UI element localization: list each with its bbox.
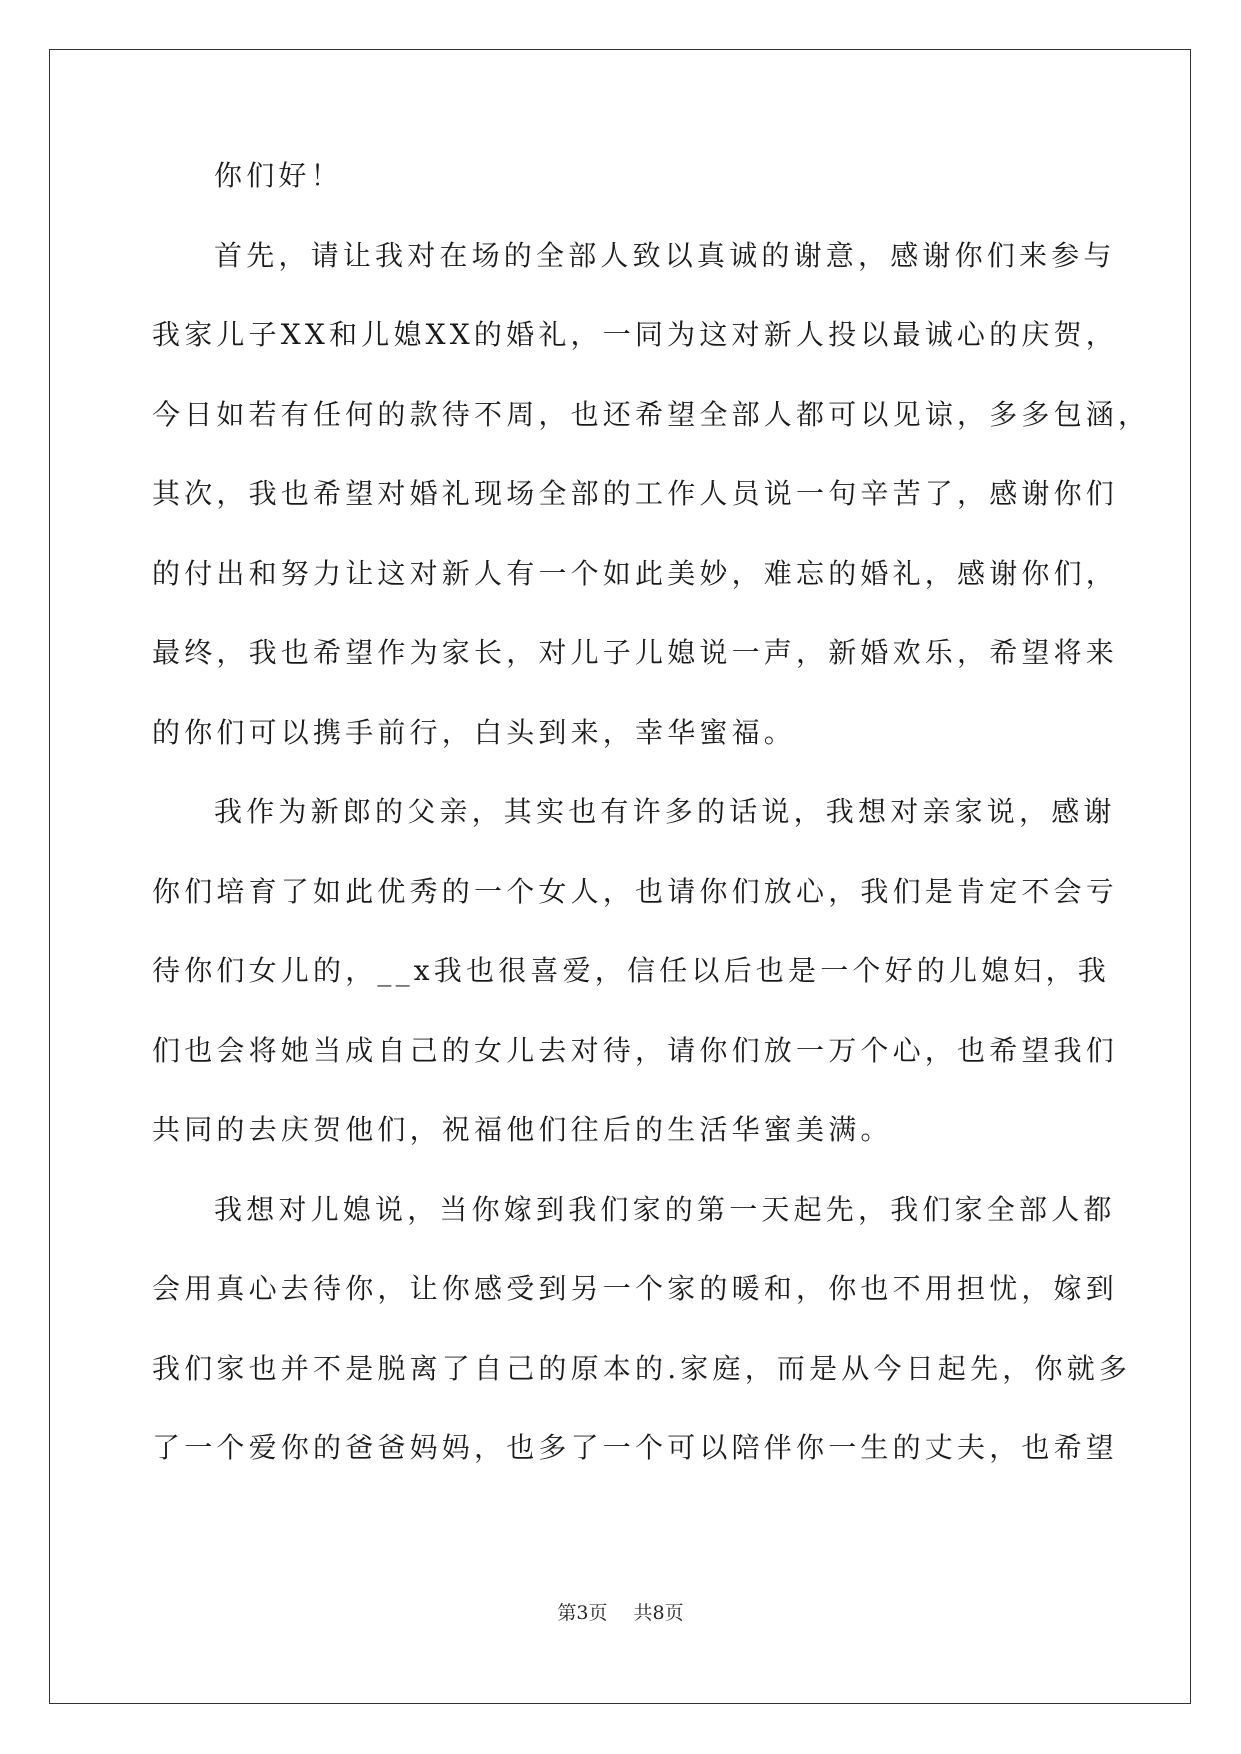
- text-line: 最终，我也希望作为家长，对儿子儿媳说一声，新婚欢乐，希望将来: [152, 636, 1119, 669]
- document-body: [152, 156, 1151, 1508]
- text-line: 我作为新郎的父亲，其实也有许多的话说，我想对亲家说，感谢: [214, 795, 1116, 828]
- text-line: 我们家也并不是脱离了自己的原本的.家庭，而是从今日起先，你就多: [152, 1351, 1132, 1385]
- text-line: 我想对儿媳说，当你嫁到我们家的第一天起先，我们家全部人都: [214, 1192, 1116, 1226]
- text-line: 首先，请让我对在场的全部人致以真诚的谢意，感谢你们来参与: [214, 238, 1116, 272]
- text-line: 共同的去庆贺他们，祝福他们往后的生活华蜜美满。: [152, 1113, 893, 1146]
- page-total: 共8页: [633, 1602, 684, 1624]
- text-line: 待你们女儿的，__x我也很喜爱，信任以后也是一个好的儿媳妇，我: [152, 954, 1110, 987]
- page-footer: [0, 1598, 1241, 1625]
- text-line: 其次，我也希望对婚礼现场全部的工作人员说一句辛苦了，感谢你们: [152, 477, 1119, 510]
- page-number: 第3页: [557, 1602, 608, 1624]
- text-line: 们也会将她当成自己的女儿去对待，请你们放一万个心，也希望我们: [152, 1033, 1119, 1067]
- text-line: 你们好！: [214, 159, 343, 192]
- text-line: 的付出和努力让这对新人有一个如此美妙，难忘的婚礼，感谢你们，: [152, 556, 1119, 590]
- text-line: 了一个爱你的爸爸妈妈，也多了一个可以陪伴你一生的丈夫，也希望: [152, 1431, 1119, 1464]
- text-line: 我家儿子XX和儿媳XX的婚礼，一同为这对新人投以最诚心的庆贺，: [152, 318, 1118, 351]
- text-line: 的你们可以携手前行，白头到来，幸华蜜福。: [152, 715, 797, 749]
- text-line: 今日如若有任何的款待不周，也还希望全部人都可以见谅，多多包涵，: [152, 397, 1151, 431]
- text-line: 会用真心去待你，让你感受到另一个家的暖和，你也不用担忧，嫁到: [152, 1272, 1119, 1305]
- text-line: 你们培育了如此优秀的一个女人，也请你们放心，我们是肯定不会亏: [152, 874, 1119, 908]
